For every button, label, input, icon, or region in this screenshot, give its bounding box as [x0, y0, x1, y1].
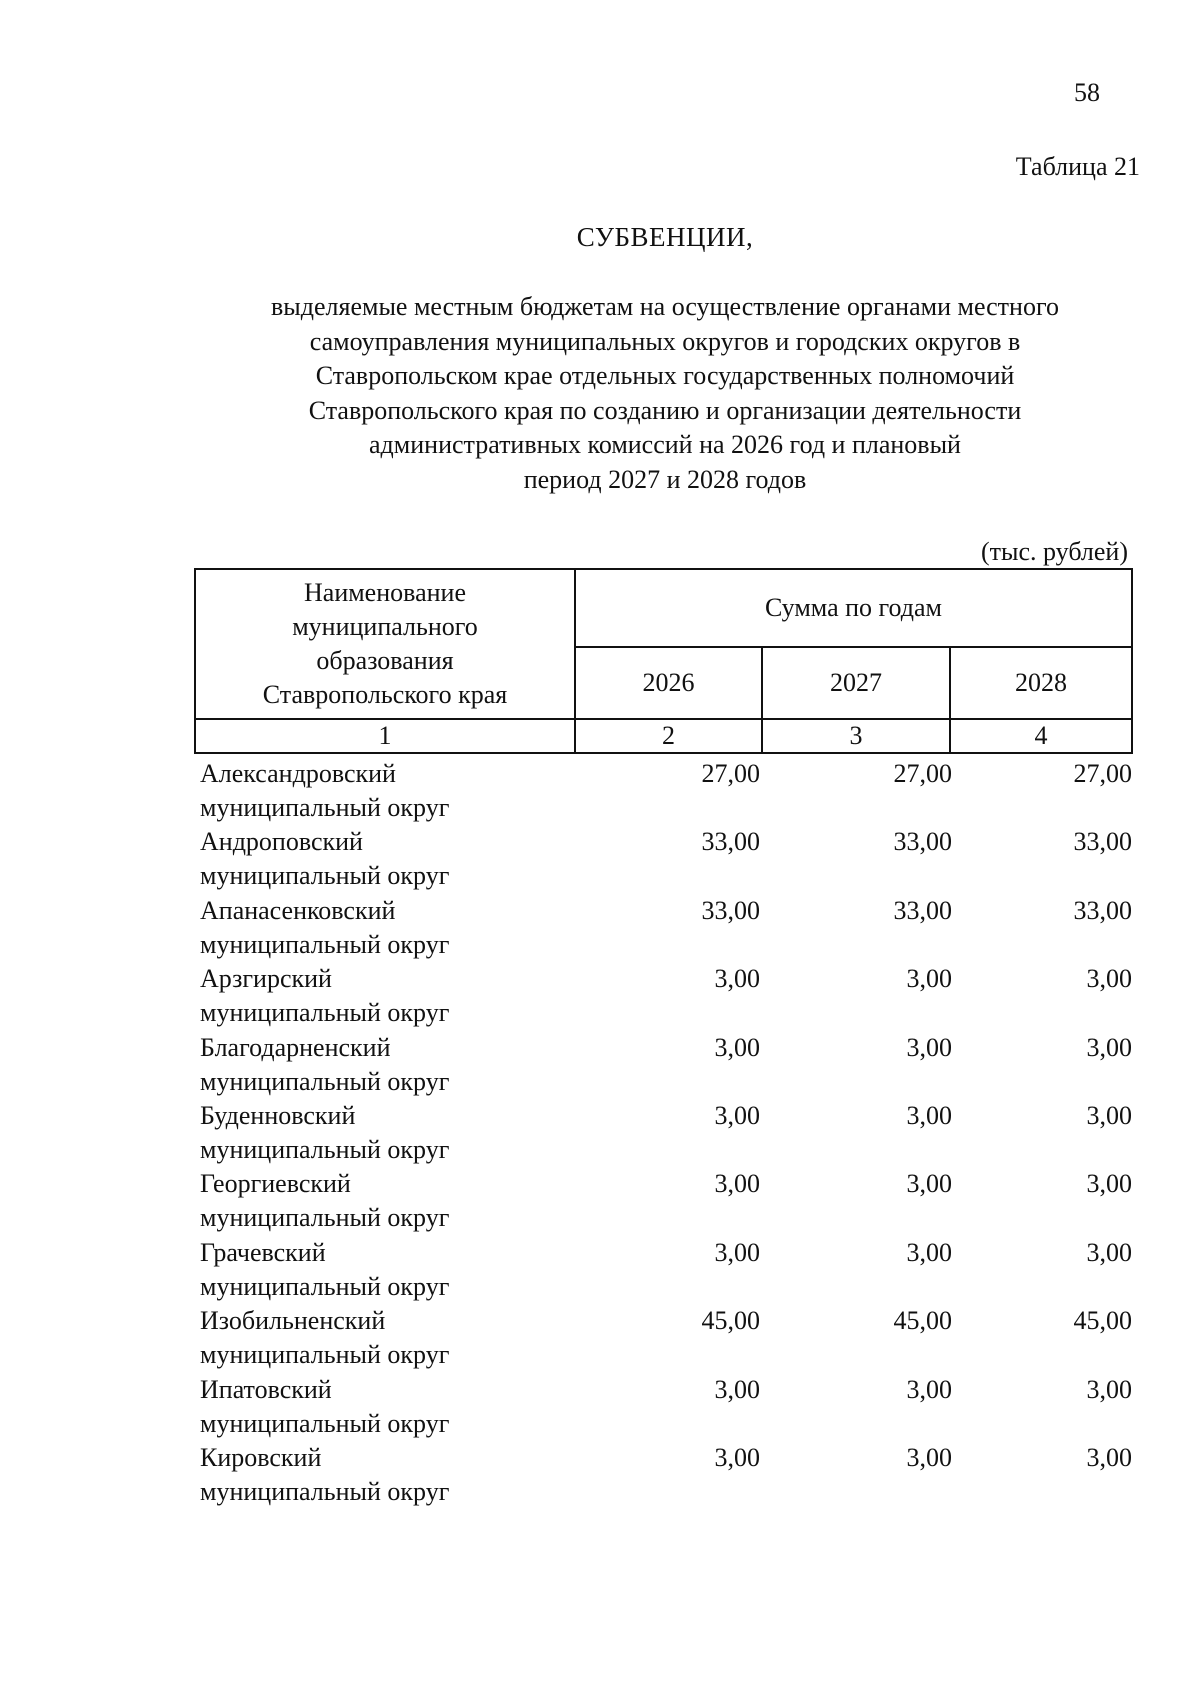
- header-name-line: муниципального: [292, 612, 478, 641]
- value-2028: 27,00: [1073, 759, 1132, 788]
- value-2027: 27,00: [893, 759, 952, 788]
- value-2028: 3,00: [1086, 1237, 1132, 1267]
- subtitle-line: период 2027 и 2028 годов: [523, 464, 807, 494]
- municipality-type-line: муниципальный округ: [200, 1134, 450, 1164]
- table-row: [200, 1167, 1132, 1235]
- subtitle-line: самоуправления муниципальных округов и городских округов в: [309, 326, 1021, 356]
- table-row: [200, 757, 1132, 825]
- value-2028: 3,00: [1086, 1169, 1132, 1199]
- municipality-name: [200, 825, 570, 893]
- column-header-sum: Сумма по годам: [575, 569, 1132, 647]
- value-2028: 3,00: [1086, 1100, 1132, 1130]
- value-2027: 3,00: [906, 1374, 952, 1404]
- municipality-type-line: муниципальный округ: [200, 1340, 450, 1370]
- municipality-name-line: Изобильненский: [200, 1306, 386, 1336]
- column-header-year: 2027: [762, 647, 950, 719]
- table-row: [200, 1099, 1132, 1167]
- column-header-year: 2028: [950, 647, 1132, 719]
- value-2027: 33,00: [893, 895, 952, 925]
- column-header-name: [195, 569, 575, 719]
- municipality-type-line: муниципальный округ: [200, 1476, 450, 1506]
- column-number: 1: [195, 719, 575, 753]
- value-2028: 33,00: [1073, 895, 1132, 925]
- value-2027: 3,00: [906, 964, 952, 994]
- document-title: СУБВЕНЦИИ,: [576, 222, 754, 252]
- value-2027: 45,00: [893, 1306, 952, 1336]
- municipality-type-line: муниципальный округ: [200, 1066, 450, 1096]
- document-subtitle: [230, 290, 1100, 497]
- value-2027: 33,00: [893, 827, 952, 857]
- column-header-year: 2026: [575, 647, 762, 719]
- municipality-name-line: Кировский: [200, 1442, 322, 1472]
- municipality-type-line: муниципальный округ: [200, 998, 450, 1028]
- municipality-name-line: Апанасенковский: [200, 895, 396, 925]
- table-row: [200, 1304, 1132, 1372]
- value-2026: 3,00: [714, 964, 760, 994]
- table-row: [200, 825, 1132, 893]
- value-2026: 3,00: [714, 1237, 760, 1267]
- column-number: 3: [762, 719, 950, 753]
- table-label: Таблица 21: [1015, 152, 1140, 181]
- municipality-name-line: Андроповский: [200, 827, 363, 857]
- municipality-type-line: муниципальный округ: [200, 1203, 450, 1233]
- table-header: [194, 568, 1133, 754]
- municipality-name: [200, 1373, 570, 1441]
- value-2028: 3,00: [1086, 1374, 1132, 1404]
- value-2026: 3,00: [714, 1374, 760, 1404]
- value-2027: 3,00: [906, 1032, 952, 1062]
- value-2027: 3,00: [906, 1442, 952, 1472]
- units-label: (тыс. рублей): [980, 537, 1128, 566]
- header-name-line: Ставропольского края: [262, 680, 508, 709]
- municipality-type-line: муниципальный округ: [200, 793, 450, 822]
- value-2028: 3,00: [1086, 1442, 1132, 1472]
- table-row: [200, 1441, 1132, 1509]
- subtitle-line: Ставропольского края по созданию и организации деятельности: [308, 395, 1022, 425]
- value-2026: 3,00: [714, 1169, 760, 1199]
- subtitle-line: выделяемые местным бюджетам на осуществление органами местного: [271, 292, 1059, 321]
- municipality-name-line: Арзгирский: [200, 964, 332, 994]
- municipality-name: [200, 1031, 570, 1099]
- header-name-line: образования: [316, 646, 454, 675]
- value-2027: 3,00: [906, 1169, 952, 1199]
- municipality-name-line: Александровский: [200, 759, 396, 788]
- table-row: [200, 1236, 1132, 1304]
- value-2026: 3,00: [714, 1100, 760, 1130]
- table-row: [200, 1031, 1132, 1099]
- value-2028: 3,00: [1086, 964, 1132, 994]
- header-name-line: Наименование: [304, 578, 466, 607]
- municipality-type-line: муниципальный округ: [200, 861, 450, 891]
- municipality-name: [200, 1167, 570, 1235]
- table-row: [200, 1373, 1132, 1441]
- municipality-type-line: муниципальный округ: [200, 929, 450, 959]
- value-2026: 3,00: [714, 1442, 760, 1472]
- value-2026: 27,00: [701, 759, 760, 788]
- municipality-name: [200, 1304, 570, 1372]
- municipality-name: [200, 1236, 570, 1304]
- subtitle-line: административных комиссий на 2026 год и плановый: [369, 430, 961, 459]
- value-2028: 45,00: [1073, 1306, 1132, 1336]
- municipality-name: [200, 962, 570, 1030]
- column-number: 4: [950, 719, 1132, 753]
- municipality-name: [200, 757, 570, 825]
- value-2026: 33,00: [701, 827, 760, 857]
- value-2028: 33,00: [1073, 827, 1132, 857]
- municipality-name: [200, 894, 570, 962]
- table-row: [200, 894, 1132, 962]
- column-number: 2: [575, 719, 762, 753]
- value-2027: 3,00: [906, 1100, 952, 1130]
- value-2026: 33,00: [701, 895, 760, 925]
- municipality-type-line: муниципальный округ: [200, 1408, 450, 1438]
- municipality-name: [200, 1099, 570, 1167]
- table-body: [200, 757, 1132, 1509]
- page-number: 58: [1074, 78, 1100, 107]
- municipality-name-line: Буденновский: [200, 1100, 356, 1130]
- municipality-name-line: Благодарненский: [200, 1032, 391, 1062]
- value-2027: 3,00: [906, 1237, 952, 1267]
- value-2026: 3,00: [714, 1032, 760, 1062]
- subtitle-line: Ставропольском крае отдельных государственных полномочий: [315, 361, 1015, 390]
- table-row: [200, 962, 1132, 1030]
- municipality-name-line: Ипатовский: [200, 1374, 332, 1404]
- municipality-name-line: Георгиевский: [200, 1169, 351, 1199]
- value-2028: 3,00: [1086, 1032, 1132, 1062]
- municipality-type-line: муниципальный округ: [200, 1271, 450, 1301]
- value-2026: 45,00: [701, 1306, 760, 1336]
- municipality-name: [200, 1441, 570, 1509]
- municipality-name-line: Грачевский: [200, 1237, 326, 1267]
